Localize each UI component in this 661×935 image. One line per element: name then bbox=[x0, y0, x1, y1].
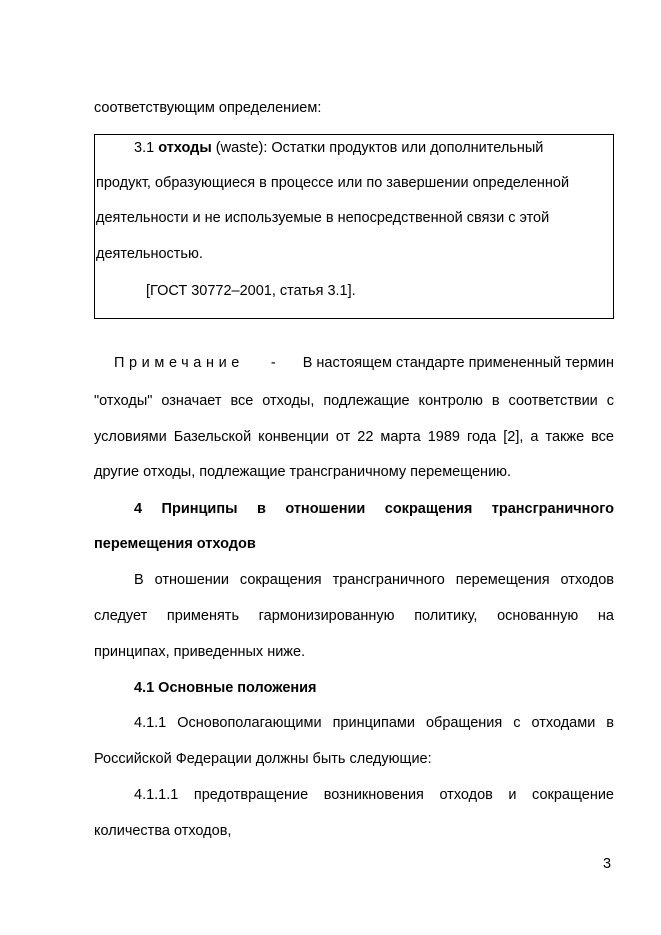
intro-line: соответствующим определением: bbox=[94, 100, 322, 116]
section-4-para-line-1: В отношении сокращения трансграничного перемещения отходов bbox=[134, 572, 614, 588]
definition-source: [ГОСТ 30772–2001, статья 3.1]. bbox=[146, 283, 356, 299]
note-line-1 bbox=[114, 354, 614, 372]
section-4-heading-cont: перемещения отходов bbox=[94, 536, 256, 552]
note-dash: - bbox=[270, 355, 276, 371]
definition-line-2: продукт, образующиеся в процессе или по завершении определенной bbox=[96, 175, 570, 191]
section-4-heading: 4 Принципы в отношении сокращения трансграничного bbox=[134, 501, 614, 517]
note-line-2: "отходы" означает все отходы, подлежащие контролю в соответствии с bbox=[94, 393, 614, 409]
definition-line-3: деятельности и не используемые в непосредственной связи с этой bbox=[96, 210, 550, 226]
section-4-para-line-3: принципах, приведенных ниже. bbox=[94, 644, 306, 660]
note-line-3: условиями Базельской конвенции от 22 марта 1989 года [2], а также все bbox=[94, 429, 614, 445]
definition-line-4: деятельностью. bbox=[96, 246, 203, 262]
section-4-1-heading: 4.1 Основные положения bbox=[134, 680, 317, 696]
page-number: 3 bbox=[603, 856, 612, 872]
definition-term: отходы bbox=[158, 140, 212, 156]
section-4-1-p2-line-2: количества отходов, bbox=[94, 823, 232, 839]
section-4-1-p2-line-1: 4.1.1.1 предотвращение возникновения отходов и сокращение bbox=[134, 787, 614, 803]
section-4-1-p1-line-1: 4.1.1 Основополагающими принципами обращения с отходами в bbox=[134, 715, 614, 731]
section-4-1-p1-line-2: Российской Федерации должны быть следующие: bbox=[94, 751, 432, 767]
note-line-4: другие отходы, подлежащие трансграничному перемещению. bbox=[94, 464, 512, 480]
note-line-1-rest: В настоящем стандарте примененный термин bbox=[302, 355, 614, 371]
definition-number: 3.1 bbox=[134, 140, 155, 156]
definition-english: (waste): Остатки продуктов или дополнительный bbox=[215, 140, 544, 156]
section-4-para-line-2: следует применять гармонизированную политику, основанную на bbox=[94, 608, 614, 624]
definition-line-1 bbox=[134, 139, 543, 157]
note-label: Примечание bbox=[114, 355, 244, 371]
